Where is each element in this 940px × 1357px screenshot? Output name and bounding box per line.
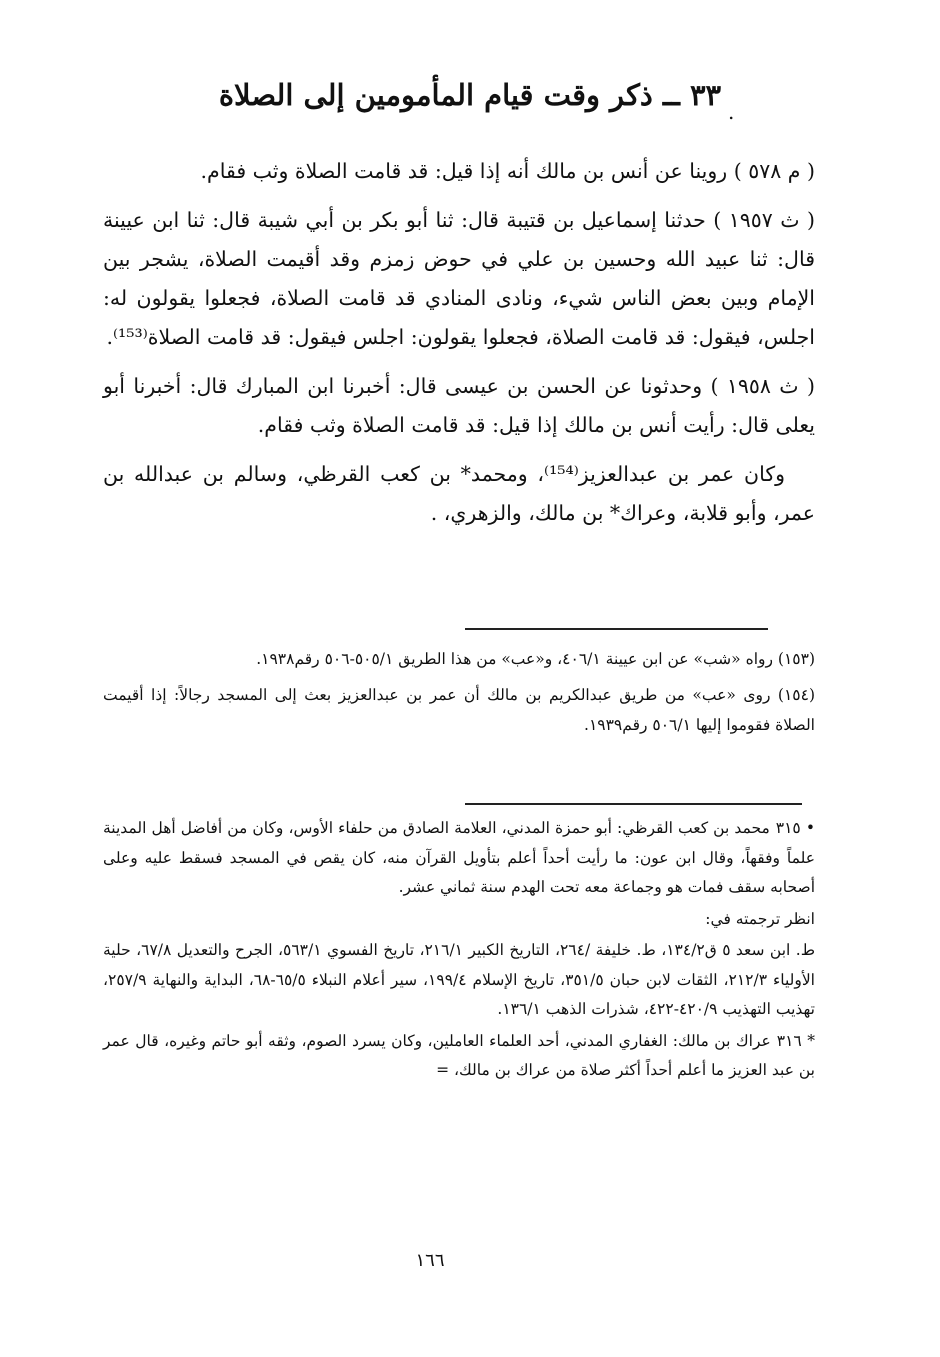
footnote: (١٥٣) رواه «شب» عن ابن عيينة ٤٠٦/١، و«عب» من هذا الطريق ٥٠٥/١-٥٠٦ رقم١٩٣٨. bbox=[256, 650, 815, 668]
paragraph: ( ث ١٩٥٨ ) وحدثونا عن الحسن بن عيسى قال: أخبرنا ابن المبارك قال: أخبرنا أبو يعلى قال: رأيت أنس بن مالك إذا قيل: قد قامت الصلاة وثب فقام. bbox=[103, 374, 815, 437]
bio-text: عراك بن مالك: الغفاري المدني، أحد العلماء العاملين، وكان يسرد الصوم، وثقه أبو حاتم وغيره، قال عمر بن عبد العزيز ما أعلم أحداً أكثر صلاة من عراك بن مالك، = bbox=[103, 1031, 815, 1079]
bio-number: • ٣١٥ bbox=[775, 819, 815, 837]
bio-text: انظر ترجمته في: bbox=[705, 909, 815, 928]
bio-entry bbox=[103, 814, 815, 903]
page-number: ١٦٦ bbox=[415, 1250, 445, 1271]
footnotes bbox=[103, 644, 815, 746]
bio-number: * ٣١٦ bbox=[776, 1031, 815, 1050]
paragraph: وكان عمر بن عبدالعزيز⁽¹⁵⁴⁾، ومحمد* بن كعب القرظي، وسالم بن عبدالله بن عمر، وأبو قلابة، وعراك* بن مالك، والزهري، . bbox=[103, 462, 815, 525]
paragraph: ( م ٥٧٨ ) روينا عن أنس بن مالك أنه إذا قيل: قد قامت الصلاة وثب فقام. bbox=[200, 159, 815, 183]
biographies bbox=[103, 814, 815, 1088]
main-text bbox=[103, 152, 815, 543]
paragraph: ( ث ١٩٥٧ ) حدثنا إسماعيل بن قتيبة قال: ثنا أبو بكر بن أبي شيبة قال: ثنا ابن عيينة قال: ثنا عبيد الله وحسين بن علي في حوض زمزم وقد أقيمت الصلاة، يشجر بين الإمام وبين بعض الناس شيء، ونادى المنادي قد قامت الصلاة، فجعلوا يقولون له: اجلس، فيقول: قد قامت الصلاة، فجعلوا يقولون: اجلس فيقول: قد قامت الصلاة⁽¹⁵³⁾. bbox=[103, 208, 815, 349]
bio-entry bbox=[103, 936, 815, 1025]
bio-entry bbox=[103, 905, 815, 935]
bio-divider bbox=[465, 803, 802, 805]
footnote-divider bbox=[465, 628, 768, 630]
bio-text: محمد بن كعب القرظي: أبو حمزة المدني، العلامة الصادق من حلفاء الأوس، وكان من أفاضل أهل المدينة علماً وفقهاً، وقال ابن عون: ما رأيت أحداً أعلم بتأويل القرآن منه، كان يقص في المسجد فسقط عليه وعلى أصحابه سقف فمات هو وجماعة معه تحت الهدم سنة ثماني عشر. bbox=[103, 819, 815, 896]
bio-entry bbox=[103, 1027, 815, 1086]
stray-mark: . bbox=[728, 100, 735, 124]
chapter-title: ٣٣ ــ ذكر وقت قيام المأمومين إلى الصلاة bbox=[218, 78, 722, 112]
bio-text: ط. ابن سعد ٥ ق١٣٤/٢، ط. خليفة /٢٦٤، التاريخ الكبير ٢١٦/١، تاريخ الفسوي ٥٦٣/١، الجرح والتعديل ٦٧/٨، حلية الأولياء ٢١٢/٣، الثقات لابن حبان ٣٥١/٥، تاريخ الإسلام ١٩٩/٤، سير أعلام النبلاء ٦٥/٥-٦٨، البداية والنهاية ٢٥٧/٩، تهذيب التهذيب ٤٢٠/٩-٤٢٢، شذرات الذهب ١٣٦/١. bbox=[103, 941, 816, 1018]
footnote: (١٥٤) روى «عب» من طريق عبدالكريم بن مالك أن عمر بن عبدالعزيز بعث إلى المسجد رجالاً: إذا أقيمت الصلاة فقوموا إليها ٥٠٦/١ رقم١٩٣٩. bbox=[103, 686, 815, 734]
